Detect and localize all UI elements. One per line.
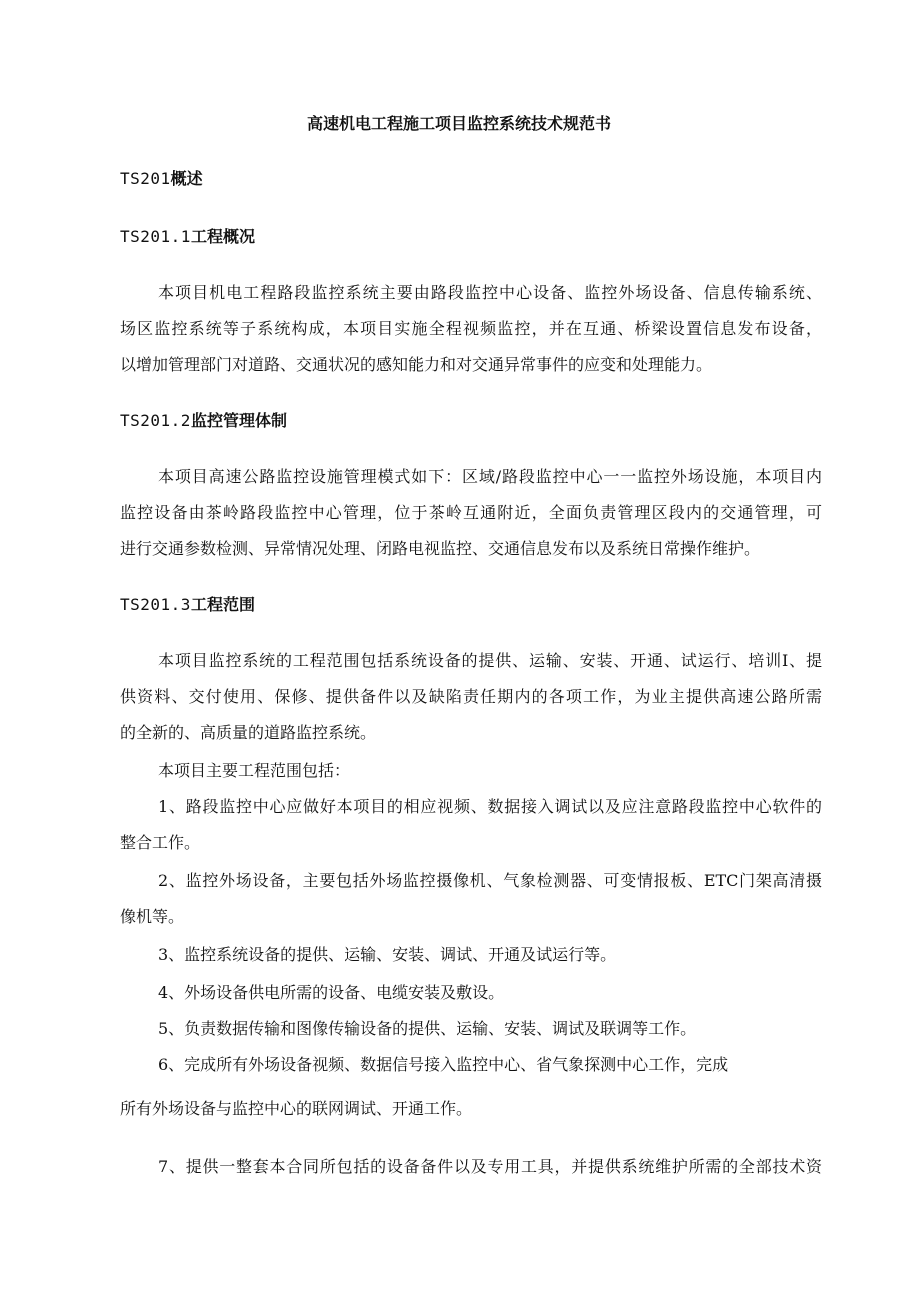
list-item-line: 1、路段监控中心应做好本项目的相应视频、数据接入调试以及应注意路段监控中心软件的 — [158, 797, 822, 816]
paragraph-line: 场区监控系统等子系统构成，本项目实施全程视频监控，并在互通、桥梁设置信息发布设备， — [120, 319, 822, 338]
paragraph-line: 以增加管理部门对道路、交通状况的感知能力和对交通异常事件的应变和处理能力。 — [120, 355, 713, 374]
section-title: 监控管理体制 — [190, 411, 287, 430]
paragraph-line: 监控设备由茶岭路段监控中心管理，位于茶岭互通附近，全面负责管理区段内的交通管理，可 — [120, 503, 822, 522]
list-item-line: 7、提供一整套本合同所包括的设备备件以及专用工具，并提供系统维护所需的全部技术资 — [158, 1157, 822, 1176]
section-code: TS201.2 — [120, 411, 191, 430]
section-heading-ts201 — [120, 168, 203, 190]
list-item-line: 6、完成所有外场设备视频、数据信号接入监控中心、省气象探测中心工作，完成 — [158, 1055, 729, 1074]
paragraph-line: 进行交通参数检测、异常情况处理、闭路电视监控、交通信息发布以及系统日常操作维护。 — [120, 539, 761, 558]
section-code: TS201 — [120, 169, 171, 188]
section-code: TS201.1 — [120, 227, 191, 246]
list-item-line: 4、外场设备供电所需的设备、电缆安装及敷设。 — [158, 983, 505, 1002]
paragraph-line: 供资料、交付使用、保修、提供备件以及缺陷责任期内的各项工作，为业主提供高速公路所需 — [120, 687, 822, 706]
section-heading-ts201-1 — [120, 226, 255, 248]
section-heading-ts201-2 — [120, 410, 287, 432]
paragraph-line: 本项目高速公路监控设施管理模式如下：区域/路段监控中心一一监控外场设施，本项目内 — [158, 467, 822, 486]
list-item-line: 所有外场设备与监控中心的联网调试、开通工作。 — [120, 1099, 473, 1118]
list-item-line: 5、负责数据传输和图像传输设备的提供、运输、安装、调试及联调等工作。 — [158, 1019, 697, 1038]
list-item-line: 像机等。 — [120, 907, 185, 926]
section-title: 工程概况 — [190, 227, 255, 246]
section-code: TS201.3 — [120, 595, 191, 614]
paragraph-line: 的全新的、高质量的道路监控系统。 — [120, 723, 377, 742]
list-item-line: 整合工作。 — [120, 833, 201, 852]
section-heading-ts201-3 — [120, 594, 255, 616]
paragraph-line: 本项目机电工程路段监控系统主要由路段监控中心设备、监控外场设备、信息传输系统、 — [158, 283, 822, 302]
section-title: 工程范围 — [190, 595, 255, 614]
document-title: 高速机电工程施工项目监控系统技术规范书 — [307, 114, 612, 133]
scope-intro: 本项目主要工程范围包括： — [158, 761, 351, 780]
list-item-line: 2、监控外场设备，主要包括外场监控摄像机、气象检测器、可变情报板、ETC门架高清摄 — [158, 871, 822, 890]
list-item-line: 3、监控系统设备的提供、运输、安装、调试、开通及试运行等。 — [158, 945, 617, 964]
section-title: 概述 — [170, 169, 203, 188]
paragraph-line: 本项目监控系统的工程范围包括系统设备的提供、运输、安装、开通、试运行、培训I、提 — [158, 651, 822, 670]
